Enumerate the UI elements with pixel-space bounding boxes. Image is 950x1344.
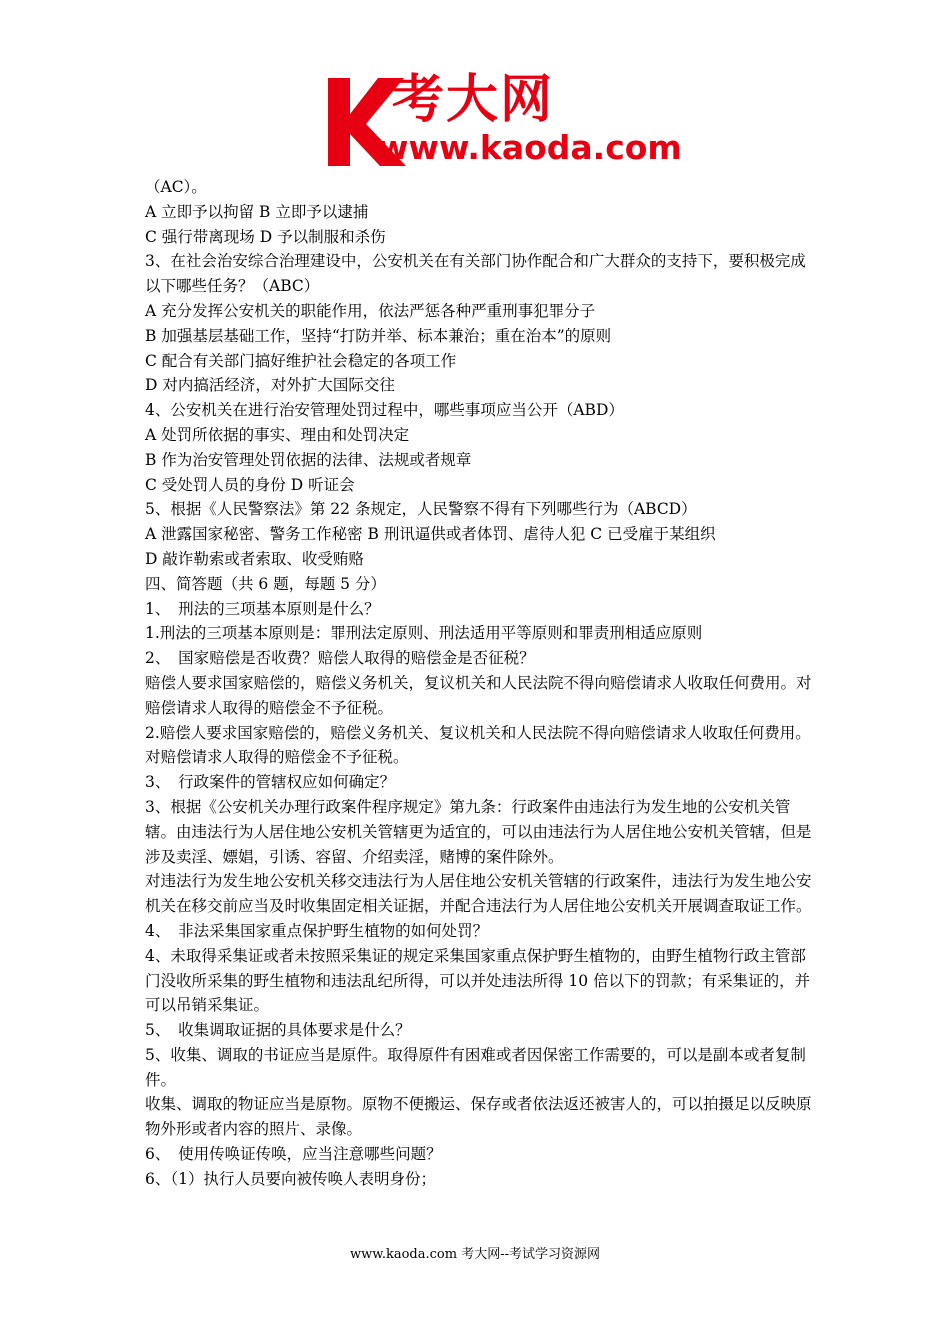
- text-line: A 立即予以拘留 B 立即予以逮捕: [145, 202, 369, 221]
- answer-line: 收集、调取的物证应当是原物。原物不便搬运、保存或者依法返还被害人的，可以拍摄足以反映原物外形或者内容的照片、录像。: [145, 1095, 812, 1139]
- answer-line: 6、（1）执行人员要向被传唤人表明身份；: [145, 1169, 436, 1188]
- text-line: 3、在社会治安综合治理建设中，公安机关在有关部门协作配合和广大群众的支持下，要积极完成以下哪些任务？（ABC）: [145, 252, 806, 296]
- text-line: B 作为治安管理处罚依据的法律、法规或者规章: [145, 450, 472, 469]
- logo-title: 考大网: [392, 70, 555, 130]
- text-line: C 强行带离现场 D 予以制服和杀伤: [145, 227, 386, 246]
- text-line: C 受处罚人员的身份 D 听证会: [145, 475, 355, 494]
- text-line: D 对内搞活经济，对外扩大国际交往: [145, 376, 395, 395]
- text-line: C 配合有关部门搞好维护社会稳定的各项工作: [145, 351, 457, 370]
- answer-line: 对违法行为发生地公安机关移交违法行为人居住地公安机关管辖的行政案件，违法行为发生地公安机关在移交前应当及时收集固定相关证据，并配合违法行为人居住地公安机关开展调查取证工作。: [145, 872, 812, 916]
- text-line: 5、根据《人民警察法》第 22 条规定，人民警察不得有下列哪些行为（ABCD）: [145, 500, 697, 519]
- answer-line: 4、未取得采集证或者未按照采集证的规定采集国家重点保护野生植物的，由野生植物行政主管部门没收所采集的野生植物和违法乱纪所得，可以并处违法所得 10 倍以下的罚款；有采集证的，并可以吊销采集证。: [145, 946, 811, 1015]
- logo-url: www.kaoda.com: [378, 128, 682, 167]
- answer-line: 1.刑法的三项基本原则是：罪刑法定原则、刑法适用平等原则和罪责刑相适应原则: [145, 624, 703, 643]
- page-footer: www.kaoda.com 考大网--考试学习资源网: [350, 1247, 600, 1262]
- text-line: A 处罚所依据的事实、理由和处罚决定: [145, 425, 410, 444]
- text-line: B 加强基层基础工作，坚持“打防并举、标本兼治；重在治本”的原则: [145, 326, 612, 345]
- answer-line: 5、收集、调取的书证应当是原件。取得原件有困难或者因保密工作需要的，可以是副本或者复制件。: [145, 1045, 806, 1089]
- text-line: A 泄露国家秘密、警务工作秘密 B 刑讯逼供或者体罚、虐待人犯 C 已受雇于某组织: [145, 525, 716, 544]
- text-line: （AC）。: [145, 178, 207, 196]
- answer-line: 2.赔偿人要求国家赔偿的，赔偿义务机关、复议机关和人民法院不得向赔偿请求人收取任何费用。对赔偿请求人取得的赔偿金不予征税。: [145, 723, 811, 767]
- document-body: [145, 175, 815, 1192]
- question-line: 6、 使用传唤证传唤，应当注意哪些问题？: [145, 1145, 442, 1164]
- question-line: 4、 非法采集国家重点保护野生植物的如何处罚？: [145, 921, 489, 940]
- question-line: 2、 国家赔偿是否收费？赔偿人取得的赔偿金是否征税？: [145, 649, 535, 668]
- question-line: 5、 收集调取证据的具体要求是什么？: [145, 1021, 411, 1040]
- question-line: 1、 刑法的三项基本原则是什么？: [145, 599, 380, 618]
- answer-line: 赔偿人要求国家赔偿的，赔偿义务机关，复议机关和人民法院不得向赔偿请求人收取任何费用。对赔偿请求人取得的赔偿金不予征税。: [145, 673, 812, 717]
- section-heading: 四、简答题（共 6 题，每题 5 分）: [145, 574, 386, 593]
- text-line: A 充分发挥公安机关的职能作用，依法严惩各种严重刑事犯罪分子: [145, 301, 596, 320]
- kaoda-logo: [320, 70, 682, 170]
- answer-line: 3、根据《公安机关办理行政案件程序规定》第九条：行政案件由违法行为发生地的公安机关管辖。由违法行为人居住地公安机关管辖更为适宜的，可以由违法行为人居住地公安机关管辖，但是涉及卖淫、嫖娼，引诱、容留、介绍卖淫，赌博的案件除外。: [145, 797, 812, 866]
- question-line: 3、 行政案件的管辖权应如何确定？: [145, 773, 396, 792]
- text-line: 4、公安机关在进行治安管理处罚过程中，哪些事项应当公开（ABD）: [145, 401, 624, 420]
- text-line: D 敲诈勒索或者索取、收受贿赂: [145, 549, 364, 568]
